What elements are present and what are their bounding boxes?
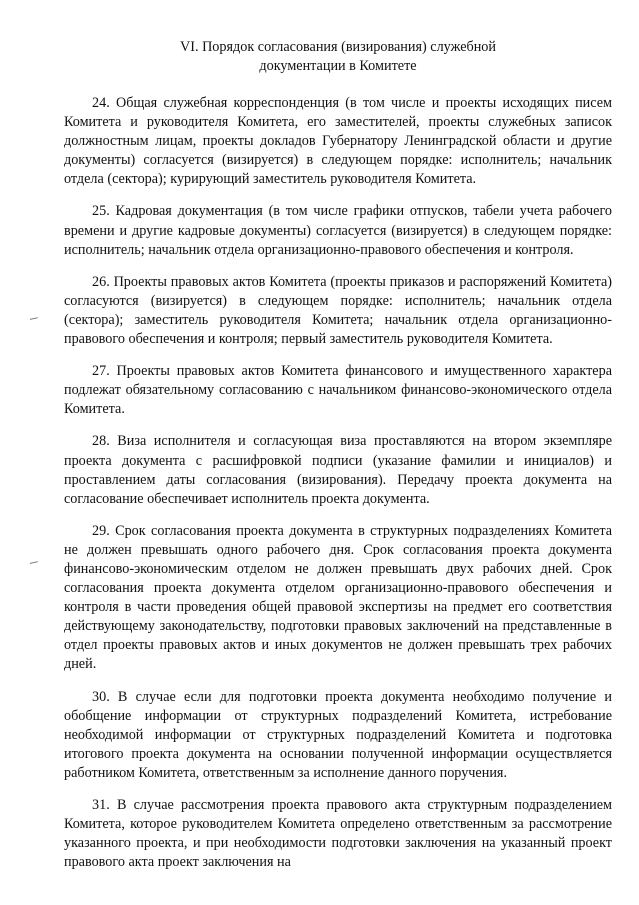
- paragraph-30: 30. В случае если для подготовки проекта документа необходимо получение и обобщение информации от структурных подразделений Комитета, истребование необходимой информации от структурных подразделений Комитета и подготовка итогового проекта документа на основании полученной информации осуществляется работником Комитета, ответственным за исполнение данного поручения.: [64, 688, 612, 781]
- section-heading: [64, 38, 612, 76]
- margin-pencil-mark: [30, 561, 38, 565]
- paragraph-29: 29. Срок согласования проекта документа в структурных подразделениях Комитета не должен превышать одного рабочего дня. Срок согласования проекта документа финансово-экономическим отделом не должен превышать двух рабочих дней. Срок согласования проекта документа отделом организационно-правового обеспечения и контроля в части проведения общей правовой экспертизы на предмет его соответствия действующему законодательству, подготовки правовых заключений на представленные в отдел проекты правовых актов и иных документов не должен превышать трех рабочих дней.: [64, 522, 612, 673]
- paragraph-28: 28. Виза исполнителя и согласующая виза проставляются на втором экземпляре проекта документа с расшифровкой подписи (указание фамилии и инициалов) и проставлением даты согласования (визирования). Передачу проекта документа на согласование обеспечивает исполнитель проекта документа.: [64, 433, 612, 507]
- margin-pencil-mark: [30, 317, 38, 321]
- section-heading-line-2: документации в Комитете: [259, 58, 417, 74]
- paragraph-31: 31. В случае рассмотрения проекта правового акта структурным подразделением Комитета, которое руководителем Комитета определено ответственным за рассмотрение указанного проекта, и при необходимости подготовки заключения на указанный проект правового акта проект заключения на: [64, 797, 612, 871]
- section-heading-line-1: VI. Порядок согласования (визирования) служебной: [180, 39, 496, 55]
- paragraph-26: 26. Проекты правовых актов Комитета (проекты приказов и распоряжений Комитета) согласуются (визируется) в следующем порядке: исполнитель; начальник отдела (сектора); заместитель руководителя Комитета; начальник отдела организационно-правового обеспечения и контроля; первый заместитель руководителя Комитета.: [64, 273, 612, 348]
- paragraph-25: 25. Кадровая документация (в том числе графики отпусков, табели учета рабочего времени и другие кадровые документы) согласуется (визируется) в следующем порядке: исполнитель; начальник отдела организационно-правового обеспечения и контроля.: [64, 203, 612, 258]
- paragraph-24: 24. Общая служебная корреспонденция (в том числе и проекты исходящих писем Комитета и руководителя Комитета, его заместителей, проекты служебных записок должностным лицам, проекты докладов Губернатору Ленинградской области и другие документы) согласуется (визируется) в следующем порядке: исполнитель; начальник отдела (сектора); курирующий заместитель руководителя Комитета.: [64, 95, 612, 188]
- paragraph-27: 27. Проекты правовых актов Комитета финансового и имущественного характера подлежат обязательному согласованию с начальником финансово-экономического отдела Комитета.: [64, 363, 612, 418]
- document-page: [64, 38, 612, 885]
